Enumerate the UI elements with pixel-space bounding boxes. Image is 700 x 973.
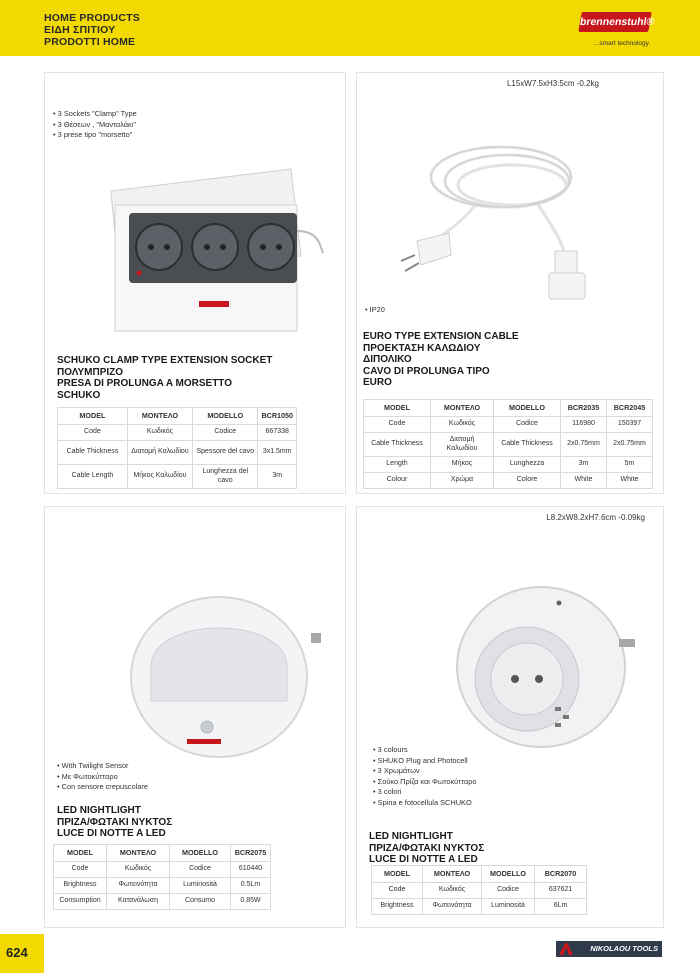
title-line: ΠΟΛΥΜΠΡΙΖΟ [57, 366, 124, 378]
table-cell: 2x0.75mm [561, 433, 607, 457]
table-row [54, 878, 271, 894]
header-cell: ΜΟΝΤΕΛΟ [107, 845, 170, 862]
feature-item: • 3 Χρωμάτων [373, 766, 477, 777]
feature-list [53, 109, 137, 141]
table-cell: Codice [193, 425, 258, 441]
logo-wordmark: brennenstuhl® [578, 12, 652, 32]
logo-tagline: ...smart technology. [594, 40, 651, 47]
spec-table [371, 865, 587, 915]
table-cell: Code [364, 417, 431, 433]
feature-item: • Spina e fotocellula SCHUKO [373, 798, 477, 809]
product-title [363, 331, 519, 389]
feature-list [365, 305, 385, 316]
table-cell: 3x1.5mm [258, 441, 297, 465]
table-cell: Brightness [54, 878, 107, 894]
table-cell: 0.5Lm [231, 878, 271, 894]
table-row [372, 883, 587, 899]
table-cell: 0.85W [231, 894, 271, 910]
spec-table [53, 844, 271, 910]
title-line: ΠΡΟΕΚΤΑΣΗ ΚΑΛΩΔΙΟΥ [363, 342, 481, 354]
table-row [54, 862, 271, 878]
table-cell: Brightness [372, 899, 423, 915]
table-cell: Κατανάλωση [107, 894, 170, 910]
header-cell: ΜΟΝΤΕΛΟ [431, 400, 494, 417]
table-cell: 637621 [535, 883, 587, 899]
table-cell: Code [58, 425, 128, 441]
header-cell: MODEL [58, 408, 128, 425]
table-cell: Φωτεινότητα [423, 899, 482, 915]
header-cell: MODEL [364, 400, 431, 417]
table-cell: 3m [258, 465, 297, 489]
feature-list [57, 761, 148, 793]
page-number: 624 [6, 945, 28, 960]
table-header-row [54, 845, 271, 862]
table-row [54, 894, 271, 910]
table-cell: Cable Thickness [58, 441, 128, 465]
title-line: EURO [363, 377, 392, 388]
category-title-en: HOME PRODUCTS [44, 12, 140, 24]
product-panel-bcr1050 [44, 72, 346, 494]
header-cell: MODELLO [193, 408, 258, 425]
table-cell: Φωτεινότητα [107, 878, 170, 894]
feature-item: • 3 Θέσεων , "Μανταλάκι" [53, 120, 137, 131]
feature-item: • SHUKO Plug and Photocell [373, 756, 477, 767]
header-cell: BCR1050 [258, 408, 297, 425]
table-cell: Codice [494, 417, 561, 433]
header-cell: BCR2075 [231, 845, 271, 862]
title-line: LED NIGHTLIGHT [369, 831, 453, 842]
header-cell: BCR2045 [607, 400, 653, 417]
table-cell: Length [364, 457, 431, 473]
table-cell: Διατομή Καλωδίου [431, 433, 494, 457]
table-cell: 116980 [561, 417, 607, 433]
header-cell: MODELLO [170, 845, 231, 862]
table-cell: Κωδικός [127, 425, 192, 441]
product-title [57, 355, 272, 401]
table-cell: Μήκος Καλωδίου [127, 465, 192, 489]
clamp-socket-image [101, 161, 331, 341]
title-line: SCHUKO [57, 389, 101, 401]
nikolaou-tools-logo [556, 941, 662, 957]
spec-table [363, 399, 653, 489]
feature-item: • 3 colori [373, 787, 477, 798]
header-cell: MODELLO [494, 400, 561, 417]
table-header-row [372, 866, 587, 883]
table-row [58, 425, 297, 441]
title-line: LED NIGHTLIGHT [57, 805, 141, 816]
title-line: LUCE DI NOTTE A LED [57, 828, 166, 839]
table-cell: Lunghezza del cavo [193, 465, 258, 489]
feature-item: • 3 colours [373, 745, 477, 756]
table-cell: Spessore del cavo [193, 441, 258, 465]
table-cell: Colour [364, 473, 431, 489]
table-row [364, 417, 653, 433]
table-cell: Cable Thickness [494, 433, 561, 457]
table-row [58, 441, 297, 465]
brennenstuhl-logo [568, 6, 660, 50]
title-line: SCHUKO CLAMP TYPE EXTENSION SOCKET [57, 355, 273, 366]
product-panel-bcr2075 [44, 506, 346, 928]
feature-item: • 3 prese tipo "morsetto" [53, 130, 137, 141]
feature-item: • Con sensore crepuscolare [57, 782, 148, 793]
title-line: PRESA DI PROLUNGA A MORSETTO [57, 378, 233, 389]
title-line: EURO TYPE EXTENSION CABLE [363, 331, 519, 342]
table-cell: Codice [170, 862, 231, 878]
table-cell: Μήκος [431, 457, 494, 473]
table-cell: 2x0.75mm [607, 433, 653, 457]
header-cell: BCR2035 [561, 400, 607, 417]
table-cell: Cable Length [58, 465, 128, 489]
header-cell: ΜΟΝΤΕΛΟ [127, 408, 192, 425]
header-cell: MODELLO [482, 866, 535, 883]
table-cell: Διατομή Καλωδίου [127, 441, 192, 465]
feature-list [373, 745, 477, 808]
header-cell: BCR2070 [535, 866, 587, 883]
title-line: ΔΙΠΟΛΙΚΟ [363, 354, 412, 365]
table-cell: Κωδικός [107, 862, 170, 878]
nikolaou-mark-icon [559, 943, 573, 955]
table-cell: Κωδικός [431, 417, 494, 433]
title-line: CAVO DI PROLUNGA TIPO [363, 365, 490, 377]
table-row [58, 465, 297, 489]
led-nightlight-plug-image [451, 579, 651, 749]
title-line: ΠΡΙΖΑ/ΦΩΤΑΚΙ ΝΥΚΤΟΣ [369, 842, 485, 854]
feature-item: • 3 Sockets "Clamp" Type [53, 109, 137, 120]
table-cell: Lunghezza [494, 457, 561, 473]
table-cell: Consumption [54, 894, 107, 910]
product-title [369, 831, 484, 866]
product-panel-bcr2070 [356, 506, 664, 928]
table-cell: 6Lm [535, 899, 587, 915]
header-cell: MODEL [372, 866, 423, 883]
table-cell: White [561, 473, 607, 489]
feature-item: • Με Φωτοκύτταρο [57, 772, 148, 783]
page-number-box [0, 934, 44, 973]
table-cell: Code [372, 883, 423, 899]
table-cell: Colore [494, 473, 561, 489]
table-cell: 667338 [258, 425, 297, 441]
title-line: ΠΡΙΖΑ/ΦΩΤΑΚΙ ΝΥΚΤΟΣ [57, 816, 173, 828]
table-row [364, 457, 653, 473]
feature-item: • Σούκο Πρίζα και Φωτοκύτταρο [373, 777, 477, 788]
spec-table [57, 407, 297, 489]
table-row [364, 433, 653, 457]
table-cell: 3m [561, 457, 607, 473]
table-row [364, 473, 653, 489]
dimensions-label: L15xW7.5xH3.5cm -0.2kg [506, 79, 599, 88]
dimensions-label: L8.2xW8.2xH7.6cm -0.09kg [546, 513, 645, 522]
table-header-row [58, 408, 297, 425]
brand-name: NIKOLAOU TOOLS [590, 944, 658, 953]
table-cell: Code [54, 862, 107, 878]
table-cell: Luminosità [482, 899, 535, 915]
category-title-el: ΕΙΔΗ ΣΠΙΤΙΟΥ [44, 24, 116, 36]
euro-cable-image [397, 133, 617, 303]
product-panel-bcr2035 [356, 72, 664, 494]
table-cell: White [607, 473, 653, 489]
table-cell: 610440 [231, 862, 271, 878]
product-title [57, 805, 172, 840]
table-header-row [364, 400, 653, 417]
table-cell: Codice [482, 883, 535, 899]
table-cell: Luminosità [170, 878, 231, 894]
header-cell: ΜΟΝΤΕΛΟ [423, 866, 482, 883]
category-title-it: PRODOTTI HOME [44, 36, 136, 48]
led-nightlight-image [121, 585, 321, 760]
table-cell: Κωδικός [423, 883, 482, 899]
table-cell: Χρώμα [431, 473, 494, 489]
feature-item: • IP20 [365, 305, 385, 316]
feature-item: • With Twilight Sensor [57, 761, 148, 772]
table-cell: Cable Thickness [364, 433, 431, 457]
table-cell: 5m [607, 457, 653, 473]
title-line: LUCE DI NOTTE A LED [369, 854, 478, 865]
table-cell: Consumo [170, 894, 231, 910]
header-cell: MODEL [54, 845, 107, 862]
table-row [372, 899, 587, 915]
table-cell: 150397 [607, 417, 653, 433]
